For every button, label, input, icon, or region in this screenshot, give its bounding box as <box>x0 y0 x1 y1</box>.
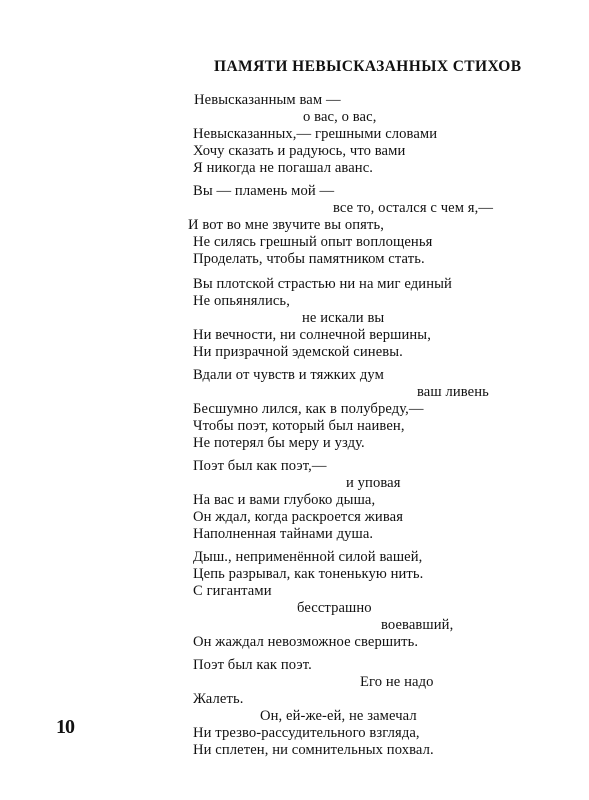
poem-line: все то, остался с чем я,— <box>333 200 494 216</box>
poem-line: Его не надо <box>360 674 434 690</box>
poem-line: Чтобы поэт, который был наивен, <box>193 418 405 434</box>
poem-line: воевавший, <box>381 617 454 633</box>
poem-line: Вдали от чувств и тяжких дум <box>193 367 384 383</box>
poem-line: Не потерял бы меру и узду. <box>193 435 365 451</box>
poem-line: Ни сплетен, ни сомнительных похвал. <box>193 742 434 758</box>
poem-line: Он ждал, когда раскроется живая <box>193 509 404 525</box>
poem-line: С гигантами <box>193 583 272 599</box>
poem-line: Бесшумно лился, как в полубреду,— <box>193 401 424 417</box>
poem-line: и уповая <box>346 475 401 491</box>
poem-line: Жалеть. <box>193 691 244 707</box>
poem-line: Он жаждал невозможное свершить. <box>193 634 419 650</box>
poem-title: ПАМЯТИ НЕВЫСКАЗАННЫХ СТИХОВ <box>214 58 522 75</box>
poem-line: Не силясь грешный опыт воплощенья <box>193 234 433 250</box>
poem-line: На вас и вами глубоко дыша, <box>193 492 376 508</box>
poem-line: Вы плотской страстью ни на миг единый <box>193 276 452 292</box>
poem-line: Невысказанным вам — <box>194 92 341 108</box>
poem-line: Поэт был как поэт. <box>193 657 312 673</box>
poem-line: Невысказанных,— грешными словами <box>193 126 438 142</box>
poem-line: Наполненная тайнами душа. <box>193 526 374 542</box>
poem-line: ваш ливень <box>417 384 489 400</box>
poem-line: Он, ей-же-ей, не замечал <box>260 708 417 724</box>
poem-line: Не опьянялись, <box>193 293 290 309</box>
poem-line: Хочу сказать и радуюсь, что вами <box>193 143 406 159</box>
poem-line: Дыш., неприменённой силой вашей, <box>193 549 423 565</box>
poem-line: Поэт был как поэт,— <box>193 458 327 474</box>
poem-line: не искали вы <box>302 310 385 326</box>
poem-line: И вот во мне звучите вы опять, <box>188 217 384 233</box>
poem-line: Проделать, чтобы памятником стать. <box>193 251 425 267</box>
poem-line: о вас, о вас, <box>303 109 377 125</box>
page-number: 10 <box>56 716 74 738</box>
poem-line: Вы — пламень мой — <box>193 183 335 199</box>
poem-line: бесстрашно <box>297 600 372 616</box>
poem-line: Ни вечности, ни солнечной вершины, <box>193 327 431 343</box>
poem-line: Ни призрачной эдемской синевы. <box>193 344 403 360</box>
poem-line: Цепь разрывал, как тоненькую нить. <box>193 566 424 582</box>
poem-line: Я никогда не погашал аванс. <box>193 160 374 176</box>
poem-line: Ни трезво-рассудительного взгляда, <box>193 725 420 741</box>
